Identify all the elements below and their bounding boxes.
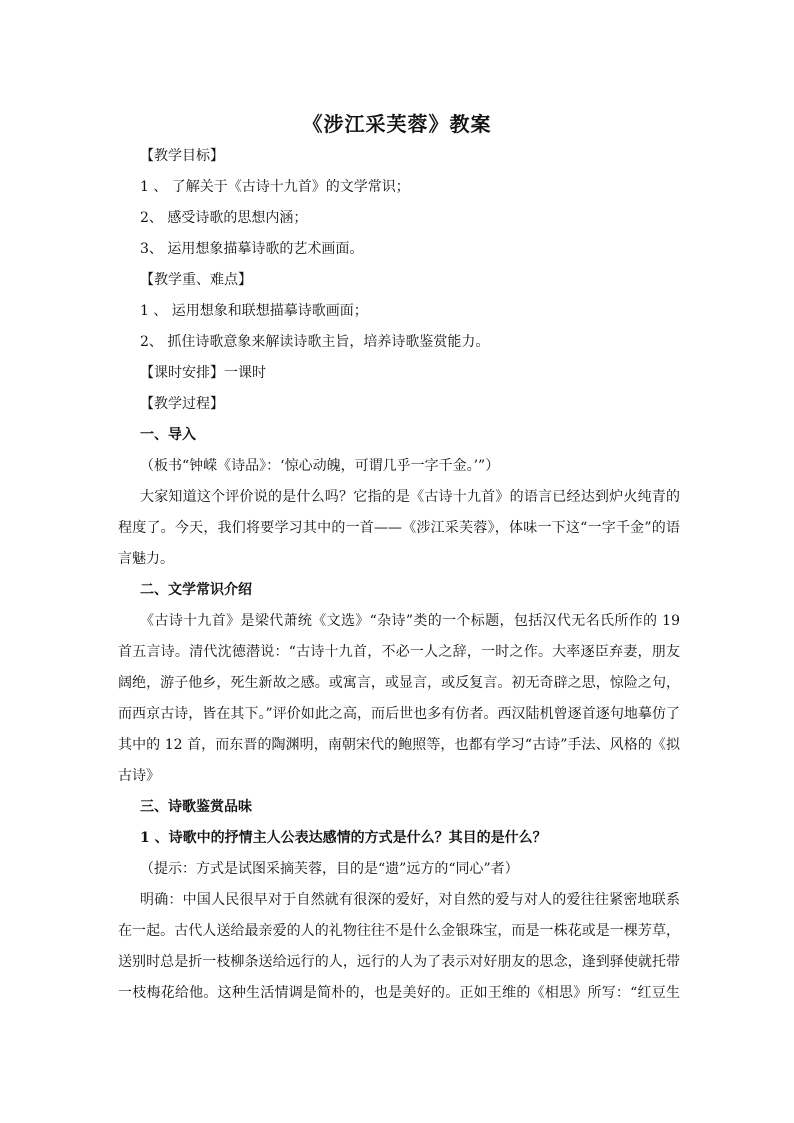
key-point-1: 1 、 运用想象和联想描摹诗歌画面； <box>140 303 368 319</box>
heading-schedule: 【课时安排】一课时 <box>140 365 266 381</box>
heading-objectives: 【教学目标】 <box>140 148 224 164</box>
document-title: 《涉江采芙蓉》教案 <box>302 112 492 136</box>
answer-line-4: 一枝梅花给他。这种生活情调是简朴的，也是美好的。正如王维的《相思》所写：“红豆生 <box>118 985 680 1001</box>
literary-paragraph-line-5: 其中的 12 首，而东晋的陶渊明，南朝宋代的鲍照等，也都有学习“古诗”手法、风格的《拟 <box>118 737 680 753</box>
literary-paragraph-line-4: 而西京古诗，皆在其下。”评价如此之高，而后世也多有仿者。西汉陆机曾逐首逐句地摹仿了 <box>118 706 680 722</box>
heading-process: 【教学过程】 <box>140 396 224 412</box>
question-1: 1 、诗歌中的抒情主人公表达感情的方式是什么？其目的是什么？ <box>140 830 547 846</box>
literary-paragraph-line-2: 首五言诗。清代沈德潜说：“古诗十九首，不必一人之辞，一时之作。大率逐臣弃妻，朋友 <box>118 644 680 660</box>
objective-1: 1 、 了解关于《古诗十九首》的文学常识； <box>140 179 410 195</box>
section-appreciation-heading: 三、诗歌鉴赏品味 <box>140 799 252 815</box>
question-1-hint: （提示：方式是试图采摘芙蓉，目的是“遗”远方的“同心”者） <box>140 861 519 877</box>
answer-line-1: 明确：中国人民很早对于自然就有很深的爱好，对自然的爱与对人的爱往往紧密地联系 <box>140 892 680 908</box>
answer-line-3: 送别时总是折一枝柳条送给远行的人，远行的人为了表示对好朋友的思念，逢到驿使就托带 <box>118 954 680 970</box>
key-point-2: 2、 抓住诗歌意象来解读诗歌主旨，培养诗歌鉴赏能力。 <box>140 334 490 350</box>
intro-paragraph-line-2: 程度了。今天，我们将要学习其中的一首——《涉江采芙蓉》，体味一下这“一字千金”的语 <box>118 520 680 536</box>
intro-paragraph-line-3: 言魅力。 <box>118 551 174 567</box>
heading-key-points: 【教学重、难点】 <box>140 272 252 288</box>
literary-paragraph-line-6: 古诗》 <box>118 768 160 784</box>
answer-line-2: 在一起。古代人送给最亲爱的人的礼物往往不是什么金银珠宝，而是一株花或是一棵芳草， <box>118 923 680 939</box>
literary-paragraph-line-3: 阔绝，游子他乡，死生新故之感。或寓言，或显言，或反复言。初无奇辟之思，惊险之句， <box>118 675 680 691</box>
section-intro-heading: 一、导入 <box>140 427 196 443</box>
intro-paragraph-line-1: 大家知道这个评价说的是什么吗？它指的是《古诗十九首》的语言已经达到炉火纯青的 <box>140 489 680 505</box>
blackboard-note: （板书“钟嵘《诗品》：‘惊心动魄，可谓几乎一字千金。’”） <box>140 458 500 474</box>
literary-paragraph-line-1: 《古诗十九首》是梁代萧统《文选》“杂诗”类的一个标题，包括汉代无名氏所作的 19 <box>140 613 680 629</box>
section-literary-heading: 二、文学常识介绍 <box>140 582 252 598</box>
objective-3: 3、 运用想象描摹诗歌的艺术画面。 <box>140 241 364 257</box>
objective-2: 2、 感受诗歌的思想内涵； <box>140 210 308 226</box>
